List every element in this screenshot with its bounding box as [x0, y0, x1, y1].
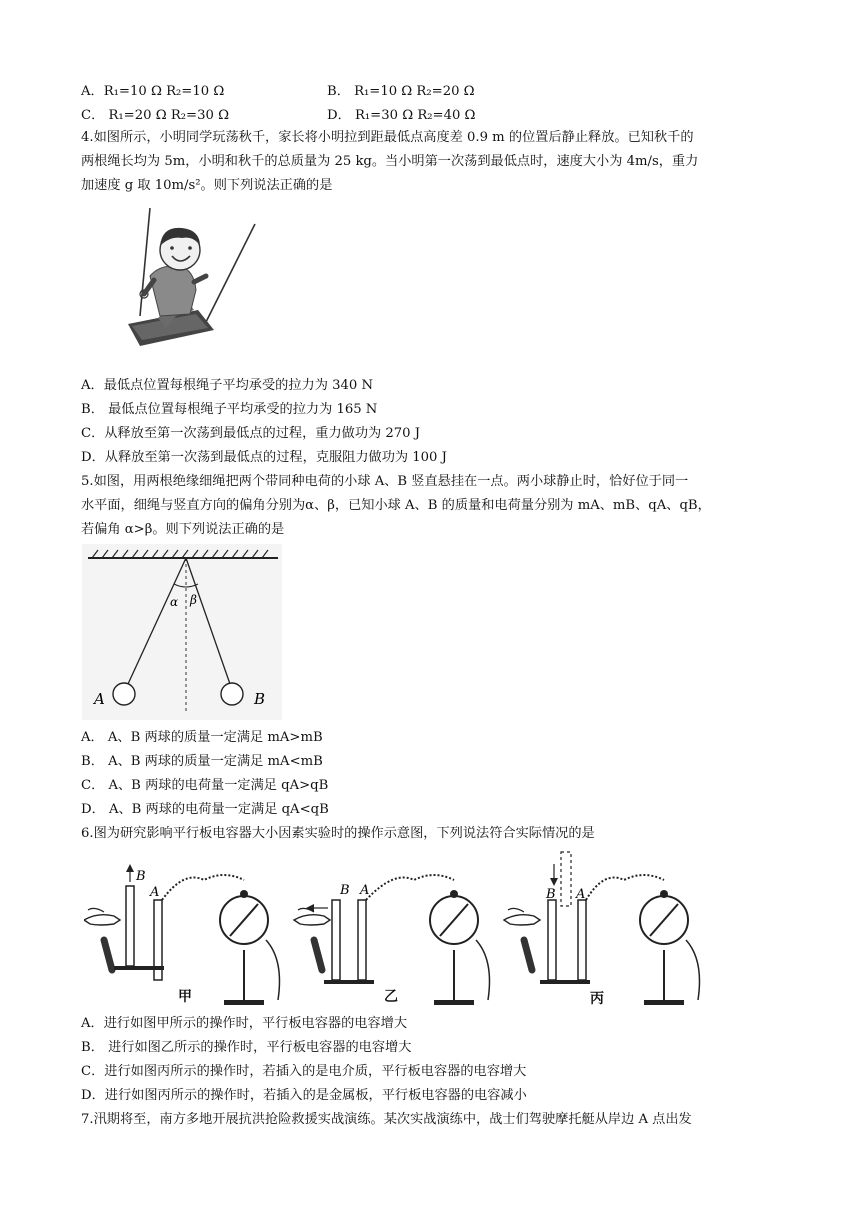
- q5-stem-line-3: 若偏角 α>β。则下列说法正确的是: [81, 522, 285, 537]
- q6-option-c: C．进行如图丙所示的操作时，若插入的是电介质，平行板电容器的电容增大: [81, 1064, 527, 1079]
- q3-option-d: D． R₁=30 Ω R₂=40 Ω: [327, 108, 476, 123]
- q3-option-a: A．R₁=10 Ω R₂=10 Ω: [81, 84, 225, 99]
- figure-caption-jia: 甲: [178, 989, 192, 1005]
- q4-option-c: C．从释放至第一次荡到最低点的过程，重力做功为 270 J: [81, 426, 421, 441]
- q5-stem-line-1: 5.如图，用两根绝缘细绳把两个带同种电荷的小球 A、B 竖直悬挂在一点。两小球静止时，恰好位于同一: [81, 474, 689, 489]
- swing-illustration: [110, 206, 270, 366]
- q4-stem-line-3: 加速度 g 取 10m/s²。则下列说法正确的是: [81, 178, 333, 193]
- q5-stem-line-2: 水平面，细绳与竖直方向的偏角分别为α、β，已知小球 A、B 的质量和电荷量分别为 mA、mB、qA、qB，: [81, 498, 711, 513]
- figure-caption-bing: 丙: [590, 991, 604, 1007]
- ball-a-label: A: [94, 690, 105, 708]
- angle-alpha-label: α: [170, 595, 179, 609]
- figure-caption-yi: 乙: [384, 989, 398, 1005]
- q5-option-c: C． A、B 两球的电荷量一定满足 qA>qB: [81, 778, 329, 793]
- q6-stem: 6.图为研究影响平行板电容器大小因素实验时的操作示意图，下列说法符合实际情况的是: [81, 826, 595, 841]
- q4-option-b: B． 最低点位置每根绳子平均承受的拉力为 165 N: [81, 402, 378, 417]
- hanging-balls-figure: [82, 544, 282, 720]
- ball-b: [221, 683, 243, 705]
- fig1-plate-a-label: A: [150, 885, 160, 900]
- fig2-plate-b-label: B: [340, 883, 350, 898]
- angle-beta-label: β: [190, 593, 197, 607]
- q7-stem: 7.汛期将至，南方多地开展抗洪抢险救援实战演练。某次实战演练中，战士们驾驶摩托艇从岸边 A 点出发: [81, 1112, 692, 1127]
- q5-option-b: B． A、B 两球的质量一定满足 mA<mB: [81, 754, 323, 769]
- q3-option-c: C． R₁=20 Ω R₂=30 Ω: [81, 108, 230, 123]
- fig1-plate-b-label: B: [136, 869, 146, 884]
- q4-stem-line-1: 4.如图所示，小明同学玩荡秋千，家长将小明拉到距最低点高度差 0.9 m 的位置后静止释放。已知秋千的: [81, 130, 694, 145]
- fig3-plate-b-label: B: [546, 887, 556, 902]
- q4-option-d: D．从释放至第一次荡到最低点的过程，克服阻力做功为 100 J: [81, 450, 447, 465]
- q6-option-b: B． 进行如图乙所示的操作时，平行板电容器的电容增大: [81, 1040, 412, 1055]
- fig2-plate-a-label: A: [360, 883, 370, 898]
- q4-option-a: A．最低点位置每根绳子平均承受的拉力为 340 N: [81, 378, 373, 393]
- q5-option-d: D． A、B 两球的电荷量一定满足 qA<qB: [81, 802, 329, 817]
- q6-option-d: D．进行如图丙所示的操作时，若插入的是金属板，平行板电容器的电容减小: [81, 1088, 527, 1103]
- q6-option-a: A．进行如图甲所示的操作时，平行板电容器的电容增大: [81, 1016, 408, 1031]
- q3-option-b: B． R₁=10 Ω R₂=20 Ω: [327, 84, 475, 99]
- q4-stem-line-2: 两根绳长均为 5m，小明和秋千的总质量为 25 kg。当小明第一次荡到最低点时，速度大小为 4m/s，重力: [81, 154, 699, 169]
- q5-option-a: A． A、B 两球的质量一定满足 mA>mB: [81, 730, 323, 745]
- ball-a: [113, 683, 135, 705]
- fig3-plate-a-label: A: [576, 887, 586, 902]
- ball-b-label: B: [254, 690, 266, 708]
